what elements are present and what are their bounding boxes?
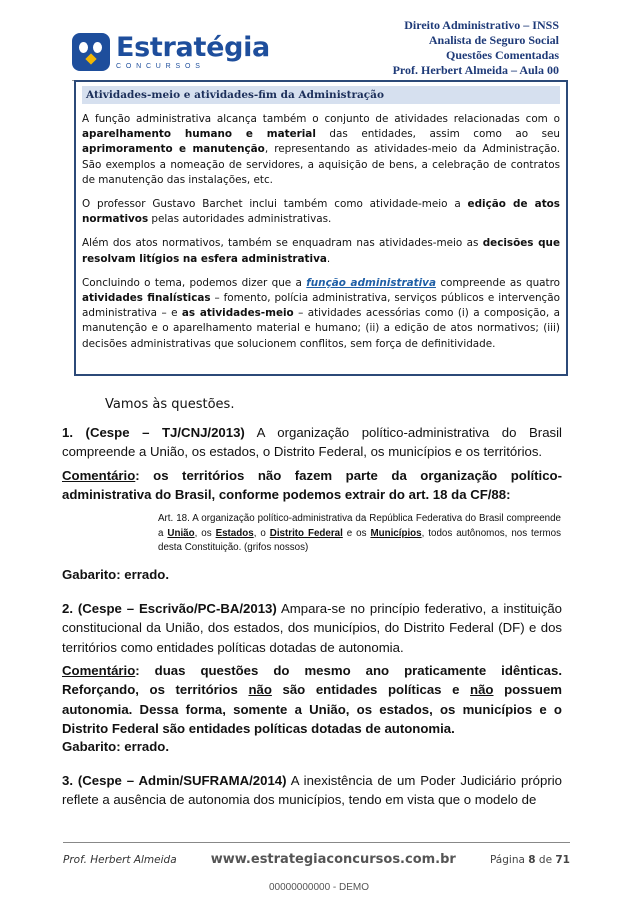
box-paragraph: Concluindo o tema, podemos dizer que a função administrativa compreende as quatro atividades finalísticas – fomento, polícia administrativa, serviços públicos e intervenção administrativa – e as atividades-meio – atividades acessórias como (i) a composição, a manutenção e o aparelhamento material e humano; (ii) a edição de atos normativos; (iii) decisões administrativas que solucionem conflitos, sem força de definitividade. — [82, 276, 561, 350]
owl-logo-icon — [72, 33, 110, 71]
box-paragraph: A função administrativa alcança também o conjunto de atividades relacionadas com o aparelhamento humano e material das entidades, assim como ao seu aprimoramento e manutenção, representando as atividades-meio da Administração. São exemplos a nomeação de servidores, a aquisição de bens, a celebração de contratos de manutenção das instalações, etc. — [82, 113, 561, 186]
footer-author: Prof. Herbert Almeida — [63, 853, 177, 866]
footer-website: www.estrategiaconcursos.com.br — [210, 852, 456, 867]
logo — [72, 30, 270, 74]
highlight-term: função administrativa — [306, 276, 436, 289]
answer-2: Gabarito: errado. — [62, 739, 169, 754]
header-line: Prof. Herbert Almeida – Aula 00 — [392, 63, 559, 77]
comment-2: Comentário: duas questões do mesmo ano praticamente idênticas. Reforçando, os territórios não são entidades políticas e não possuem autonomia. Dessa forma, somente a União, os estados, os municípios e o Distrito Federal são entidades políticas dotadas de autonomia. — [62, 663, 563, 736]
page-number: Página 8 de 71 — [489, 853, 570, 866]
document-header — [393, 18, 559, 78]
footer — [63, 852, 570, 867]
intro-text: Vamos às questões. — [105, 397, 235, 412]
box-paragraph: Além dos atos normativos, também se enquadram nas atividades-meio as decisões que resolvam litígios na esfera administrativa. — [82, 237, 560, 265]
answer-1: Gabarito: errado. — [62, 567, 169, 582]
comment-1: Comentário: os territórios não fazem parte da organização político-administrativa do Brasil, conforme podemos extrair do art. 18 da CF/88: — [62, 468, 562, 503]
logo-name: Estratégia — [116, 32, 270, 63]
header-line: Direito Administrativo – INSS — [404, 18, 559, 32]
law-quote: Art. 18. A organização político-administrativa da República Federativa do Brasil compreende a União, os Estados, o Distrito Federal e os Municípios, todos autônomos, nos termos desta Constituição. (grifos nossos) — [158, 513, 561, 554]
demo-watermark: 00000000000 - DEMO — [268, 882, 370, 893]
summary-box — [74, 80, 568, 376]
question-1: 1. (Cespe – TJ/CNJ/2013) A organização político-administrativa do Brasil compreende a União, os estados, o Distrito Federal, os municípios e os territórios. — [62, 425, 562, 460]
footer-divider — [63, 842, 570, 843]
question-2: 2. (Cespe – Escrivão/PC-BA/2013) Ampara-se no princípio federativo, a instituição constitucional da União, dos estados, dos municípios, do Distrito Federal (DF) e dos territórios como entidades políticas dotadas de autonomia. — [62, 601, 562, 655]
header-line: Analista de Seguro Social — [428, 33, 559, 47]
box-title: Atividades-meio e atividades-fim da Administração — [82, 86, 560, 104]
question-3: 3. (Cespe – Admin/SUFRAMA/2014) A inexistência de um Poder Judiciário próprio reflete a ausência de autonomia dos municípios, tendo em vista que o modelo de — [62, 773, 562, 808]
header-line: Questões Comentadas — [446, 48, 559, 62]
box-paragraph: O professor Gustavo Barchet inclui também como atividade-meio a edição de atos normativos pelas autoridades administrativas. — [82, 198, 560, 226]
logo-subtitle: CONCURSOS — [116, 63, 205, 70]
